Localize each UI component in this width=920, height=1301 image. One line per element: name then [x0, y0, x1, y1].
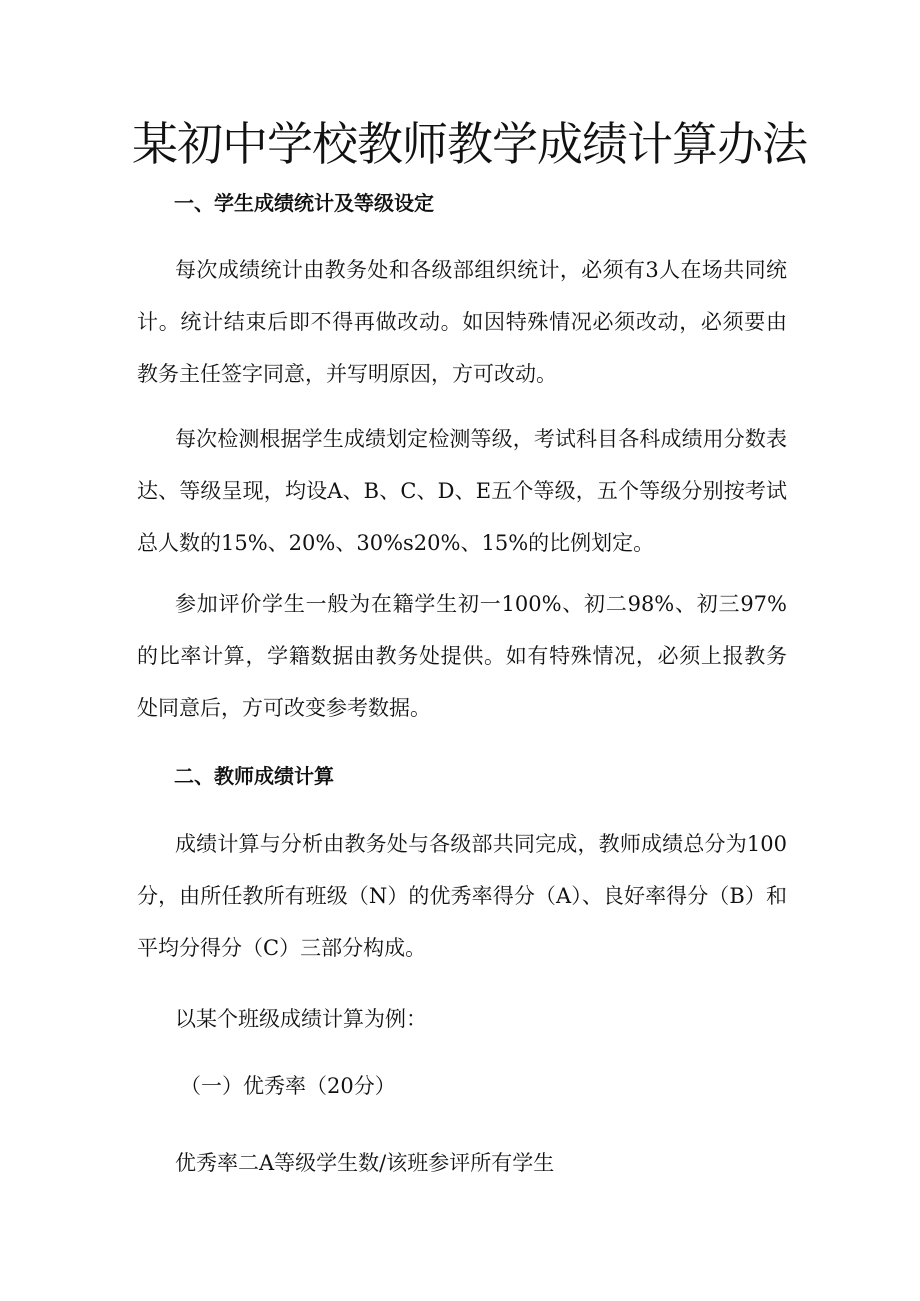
section-1-paragraph-1: 每次成绩统计由教务处和各级部组织统计，必须有3人在场共同统计。统计结束后即不得再做改动。如因特殊情况必须改动，必须要由教务主任签字同意，并写明原因，方可改动。 — [137, 258, 787, 386]
example-intro: 以某个班级成绩计算为例： — [175, 1007, 427, 1031]
section-1-heading: 一、学生成绩统计及等级设定 — [174, 191, 434, 215]
document-title: 某初中学校教师教学成绩计算办法 — [132, 117, 807, 171]
section-1-paragraph-2: 每次检测根据学生成绩划定检测等级，考试科目各科成绩用分数表达、等级呈现，均设A、B、C、D、E五个等级，五个等级分别按考试总人数的15%、20%、30%s20%、15%的比例划定。 — [137, 427, 787, 555]
subsection-1-heading: （一）优秀率（20分） — [180, 1074, 396, 1098]
section-2-paragraph-1: 成绩计算与分析由教务处与各级部共同完成，教师成绩总分为100分，由所任教所有班级（N）的优秀率得分（A）、良好率得分（B）和平均分得分（C）三部分构成。 — [137, 832, 787, 960]
section-1-paragraph-3: 参加评价学生一般为在籍学生初一100%、初二98%、初三97%的比率计算，学籍数据由教务处提供。如有特殊情况，必须上报教务处同意后，方可改变参考数据。 — [137, 592, 787, 720]
section-2-heading: 二、教师成绩计算 — [174, 764, 334, 788]
excellence-rate-formula: 优秀率二A等级学生数/该班参评所有学生 — [175, 1151, 555, 1175]
